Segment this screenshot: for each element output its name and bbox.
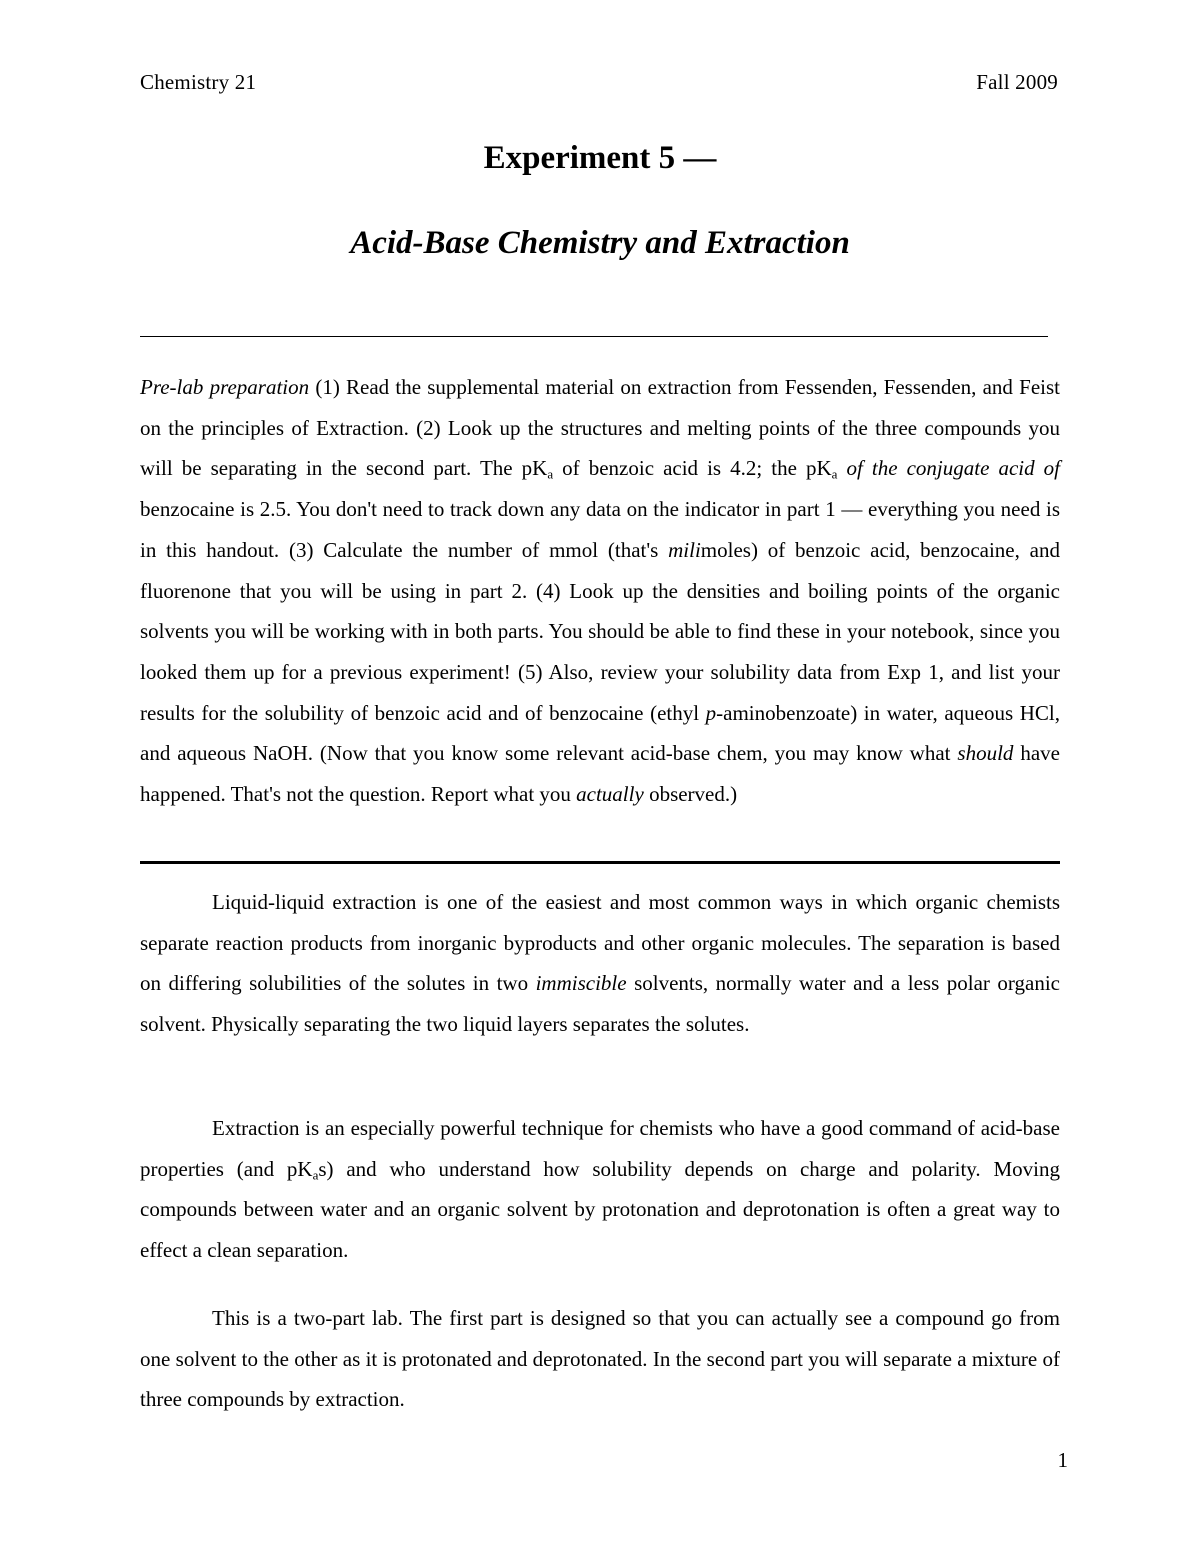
- prelab-text-6: have happened. That's not the question. Report what you: [140, 741, 1060, 807]
- prelab-text-1: (1) Read the supplemental material on extraction from Fessenden, Fessenden, and Feist on the principles of Extraction. (2) Look up the structures and melting points of the three compounds you will be separating in the second part. The pK: [140, 375, 1060, 481]
- page-number: 1: [1057, 1448, 1068, 1472]
- prelab-italic-conjugate: of the conjugate acid of: [837, 456, 1060, 481]
- para1-text-2: solvents, normally water and a less polar organic solvent. Physically separating the two liquid layers separates the solutes.: [140, 971, 1060, 1037]
- prelab-text-5: -aminobenzoate) in water, aqueous HCl, and aqueous NaOH. (Now that you know some relevant acid-base chem, you may know what: [140, 700, 1060, 766]
- prelab-text-7: observed.): [643, 782, 738, 807]
- para2-text-2: s) and who understand how solubility depends on charge and polarity. Moving compounds between water and an organic solvent by protonation and deprotonation is often a great way to effect a clean separation.: [140, 1156, 1060, 1263]
- para3-text-1: This is a two-part lab. The first part is designed so that you can actually see a compound go from one solvent to the other as it is protonated and deprotonated. In the second part you will separate a mixture of three compounds by extraction.: [140, 1306, 1060, 1412]
- body-paragraph-1: [140, 882, 1060, 1045]
- pka-subscript: a: [312, 1166, 319, 1182]
- header-course: Chemistry 21: [140, 70, 257, 94]
- prelab-text-4: moles) of benzoic acid, benzocaine, and fluorenone that you will be using in part 2. (4) Look up the densities and boiling points of the organic solvents you will be working with in both parts. You should be able to find these in your notebook, since you looked them up for a previous experiment! (5) Also, review your solubility data from Exp 1, and list your results for the solubility of benzoic acid and of benzocaine (ethyl: [140, 537, 1060, 725]
- prelab-divider: [140, 861, 1060, 864]
- page-subtitle: Acid-Base Chemistry and Extraction: [350, 225, 850, 261]
- para1-italic-immiscible: immiscible: [535, 971, 627, 996]
- prelab-italic-mili: mili: [668, 537, 701, 562]
- prelab-italic-p: p: [705, 700, 717, 725]
- prelab-italic-actually: actually: [576, 782, 644, 807]
- body-paragraph-3: [140, 1298, 1060, 1420]
- page-title: Experiment 5 —: [483, 140, 717, 176]
- prelab-section: [140, 367, 1060, 815]
- prelab-label: Pre-lab preparation: [140, 375, 310, 399]
- title-divider: [140, 336, 1048, 337]
- para1-text-1: Liquid-liquid extraction is one of the easiest and most common ways in which organic chemists separate reaction products from inorganic byproducts and other organic molecules. The separation is based on differing solubilities of the solutes in two: [140, 890, 1060, 996]
- pka-subscript: a: [831, 466, 838, 482]
- prelab-italic-should: should: [957, 741, 1014, 766]
- prelab-text-2: of benzoic acid is 4.2; the pK: [553, 456, 832, 481]
- pka-subscript: a: [547, 466, 554, 482]
- body-paragraph-2: [140, 1108, 1060, 1271]
- header-term: Fall 2009: [976, 70, 1058, 94]
- para2-text-1: Extraction is an especially powerful technique for chemists who have a good command of acid-base properties (and pK: [140, 1116, 1060, 1181]
- prelab-text-3: benzocaine is 2.5. You don't need to track down any data on the indicator in part 1 — everything you need is in this handout. (3) Calculate the number of mmol (that's: [140, 497, 1060, 562]
